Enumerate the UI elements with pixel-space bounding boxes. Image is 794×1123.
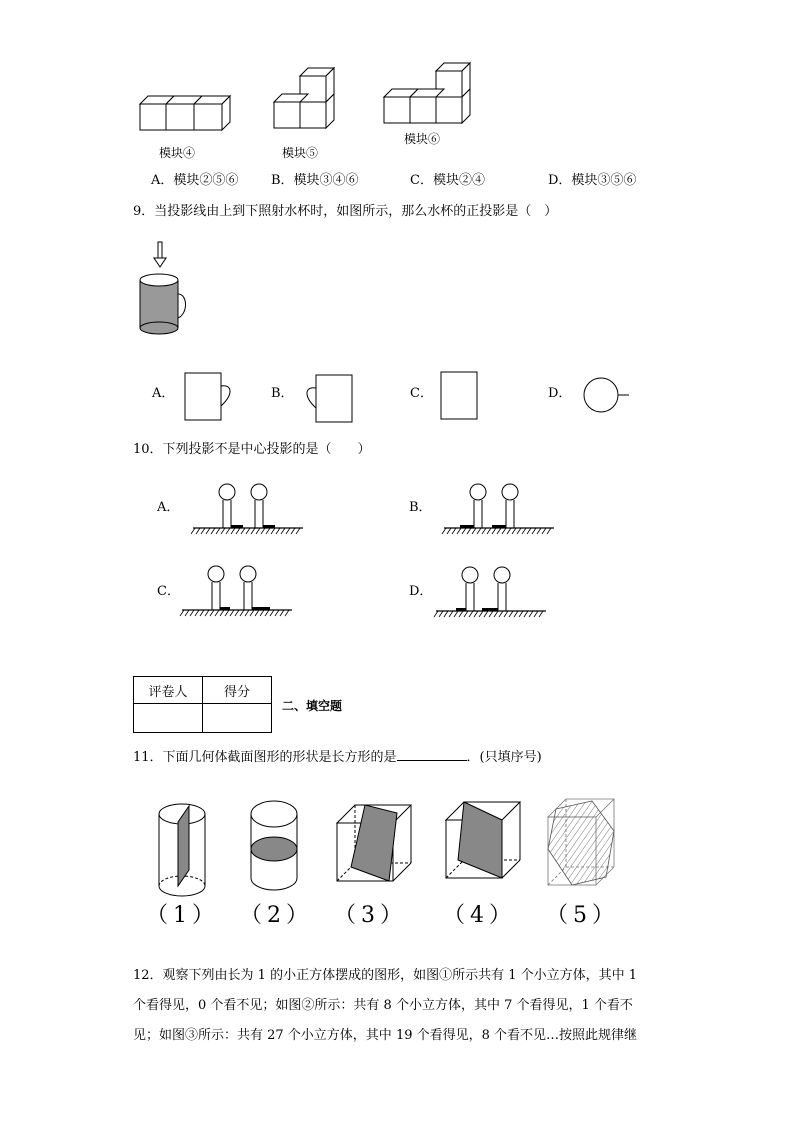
q9-option-d: D．: [548, 386, 572, 401]
q9-option-a-figure: [184, 372, 240, 422]
ground-hatch: [444, 611, 448, 617]
shadow: [263, 525, 275, 528]
q10-figure-d: [436, 566, 548, 620]
q9-option-b-figure: [303, 374, 355, 424]
ground-hatch: [527, 528, 531, 534]
module-6-label: 模块⑥: [404, 132, 441, 146]
cylinder-horizontal-section: [247, 798, 303, 894]
ground-hatch: [452, 528, 456, 534]
ground-hatch: [449, 611, 453, 617]
ground-hatch: [464, 611, 468, 617]
grader-label: 评卷人: [134, 677, 203, 704]
ground-hatch: [474, 611, 478, 617]
q12-line-1: 12．观察下列由长为 1 的小正方体摆成的图形，如图①所示共有 1 个小立方体，其中 1: [133, 968, 638, 983]
person-head: [502, 484, 518, 500]
ground-hatch: [220, 610, 224, 616]
ground-hatch: [517, 528, 521, 534]
ground-hatch: [260, 610, 264, 616]
score-label: 得分: [203, 677, 272, 704]
q11-stem-after: ．(只填序号): [466, 750, 542, 765]
ground-hatch: [191, 528, 195, 534]
ground-hatch: [454, 611, 458, 617]
ground-hatch: [286, 528, 290, 534]
ground-hatch: [524, 611, 528, 617]
q12-line-3: 见；如图③所示：共有 27 个小立方体，其中 19 个看得见，8 个看不见…按照此规律继: [133, 1028, 638, 1043]
cup-figure: [136, 242, 192, 338]
q11-stem: [133, 749, 542, 764]
shadow: [460, 525, 474, 528]
q10-stem: 10．下列投影不是中心投影的是（ ）: [133, 442, 371, 457]
ground-hatch: [514, 611, 518, 617]
q10-option-a: A．: [157, 500, 180, 515]
ground-hatch: [275, 610, 279, 616]
ground-hatch: [206, 528, 210, 534]
q9-option-c-figure: [440, 371, 480, 421]
ground-hatch: [251, 528, 255, 534]
module-4-figure: [138, 90, 234, 134]
ground-hatch: [529, 611, 533, 617]
shadow: [252, 607, 270, 610]
shadow: [231, 525, 243, 528]
ground-hatch: [211, 528, 215, 534]
q10-figure-c: [182, 565, 294, 619]
q9-option-b: B．: [271, 386, 294, 401]
person-head: [240, 566, 256, 582]
module-5-figure: [274, 68, 346, 130]
cylinder-vertical-section: [155, 800, 211, 896]
ground-hatch: [246, 528, 250, 534]
ground-hatch: [502, 528, 506, 534]
ground-hatch: [266, 528, 270, 534]
score-cell[interactable]: [203, 704, 272, 733]
ground-hatch: [487, 528, 491, 534]
module-5-label: 模块⑤: [282, 146, 319, 160]
ground-hatch: [221, 528, 225, 534]
ground-hatch: [225, 610, 229, 616]
grader-cell[interactable]: [134, 704, 203, 733]
person-head: [208, 566, 224, 582]
ground-hatch: [280, 610, 284, 616]
ground-hatch: [281, 528, 285, 534]
ground-hatch: [509, 611, 513, 617]
q10-option-b: B．: [409, 500, 432, 515]
person-head: [462, 567, 478, 583]
ground-hatch: [210, 610, 214, 616]
ground-hatch: [442, 528, 446, 534]
ground-hatch: [185, 610, 189, 616]
ground-hatch: [484, 611, 488, 617]
ground-hatch: [216, 528, 220, 534]
ground-hatch: [240, 610, 244, 616]
q9-stem: 9．当投影线由上到下照射水杯时，如图所示，那么水杯的正投影是（ ）: [133, 204, 558, 219]
ground-hatch: [539, 611, 543, 617]
ground-hatch: [477, 528, 481, 534]
ground-hatch: [499, 611, 503, 617]
ground-hatch: [256, 528, 260, 534]
shadow: [456, 608, 466, 611]
q9-option-d-figure: [583, 376, 635, 416]
ground-hatch: [215, 610, 219, 616]
ground-hatch: [255, 610, 259, 616]
ground-hatch: [285, 610, 289, 616]
figure-label-3: （3）: [334, 903, 407, 928]
person-head: [470, 484, 486, 500]
ground-hatch: [519, 611, 523, 617]
ground-hatch: [195, 610, 199, 616]
ground-hatch: [226, 528, 230, 534]
ground-hatch: [457, 528, 461, 534]
ground-hatch: [265, 610, 269, 616]
ground-hatch: [447, 528, 451, 534]
ground-hatch: [261, 528, 265, 534]
q9-option-a: A．: [152, 386, 175, 401]
ground-hatch: [534, 611, 538, 617]
q11-stem-before: 11．下面几何体截面图形的形状是长方形的是: [133, 750, 397, 765]
ground-hatch: [235, 610, 239, 616]
figure-label-1: （1）: [146, 903, 219, 928]
ground-hatch: [472, 528, 476, 534]
ground-hatch: [271, 528, 275, 534]
ground-hatch: [469, 611, 473, 617]
ground-hatch: [482, 528, 486, 534]
q8-option-c: C．模块②④: [410, 173, 485, 188]
cube-diagonal-section: [444, 800, 526, 882]
q10-option-c: C．: [157, 584, 180, 599]
shadow: [482, 608, 498, 611]
q8-option-b: B．模块③④⑥: [271, 173, 359, 188]
person-head: [251, 484, 267, 500]
ground-hatch: [276, 528, 280, 534]
ground-hatch: [459, 611, 463, 617]
q9-option-c: C．: [410, 386, 433, 401]
ground-hatch: [462, 528, 466, 534]
module-6-figure: [384, 63, 472, 125]
ground-hatch: [190, 610, 194, 616]
ground-hatch: [532, 528, 536, 534]
ground-hatch: [180, 610, 184, 616]
ground-hatch: [494, 611, 498, 617]
ground-hatch: [479, 611, 483, 617]
ground-hatch: [439, 611, 443, 617]
shadow: [220, 607, 230, 610]
answer-blank[interactable]: [397, 749, 467, 761]
ground-hatch: [236, 528, 240, 534]
ground-hatch: [537, 528, 541, 534]
ground-hatch: [522, 528, 526, 534]
shadow: [492, 525, 506, 528]
ground-hatch: [241, 528, 245, 534]
ground-hatch: [250, 610, 254, 616]
figure-label-2: （2）: [240, 903, 313, 928]
section-title: 二、填空题: [282, 699, 343, 713]
ground-hatch: [245, 610, 249, 616]
ground-hatch: [542, 528, 546, 534]
cube-hexagon-section: [546, 797, 618, 889]
ground-hatch: [492, 528, 496, 534]
ground-hatch: [230, 610, 234, 616]
ground-hatch: [200, 610, 204, 616]
figure-label-4: （4）: [443, 903, 516, 928]
figure-label-5: （5）: [546, 903, 619, 928]
ground-hatch: [296, 528, 300, 534]
q10-figure-a: [193, 483, 305, 537]
person-head: [219, 484, 235, 500]
ground-hatch: [231, 528, 235, 534]
ground-hatch: [201, 528, 205, 534]
ground-hatch: [291, 528, 295, 534]
q8-option-a: A．模块②⑤⑥: [151, 173, 239, 188]
ground-hatch: [205, 610, 209, 616]
ground-hatch: [196, 528, 200, 534]
ground-hatch: [489, 611, 493, 617]
ground-hatch: [547, 528, 551, 534]
ground-hatch: [497, 528, 501, 534]
ground-hatch: [512, 528, 516, 534]
ground-hatch: [507, 528, 511, 534]
person-head: [494, 567, 510, 583]
grader-table: [133, 676, 272, 733]
q10-figure-b: [444, 483, 556, 537]
ground-hatch: [467, 528, 471, 534]
cube-oblique-section: [335, 801, 419, 887]
ground-hatch: [434, 611, 438, 617]
q10-option-d: D．: [409, 584, 433, 599]
module-4-label: 模块④: [159, 146, 196, 160]
q12-line-2: 个看得见，0 个看不见；如图②所示：共有 8 个小立方体，其中 7 个看得见，1 个看不: [133, 998, 633, 1013]
ground-hatch: [504, 611, 508, 617]
ground-hatch: [270, 610, 274, 616]
q8-option-d: D．模块③⑤⑥: [548, 173, 637, 188]
